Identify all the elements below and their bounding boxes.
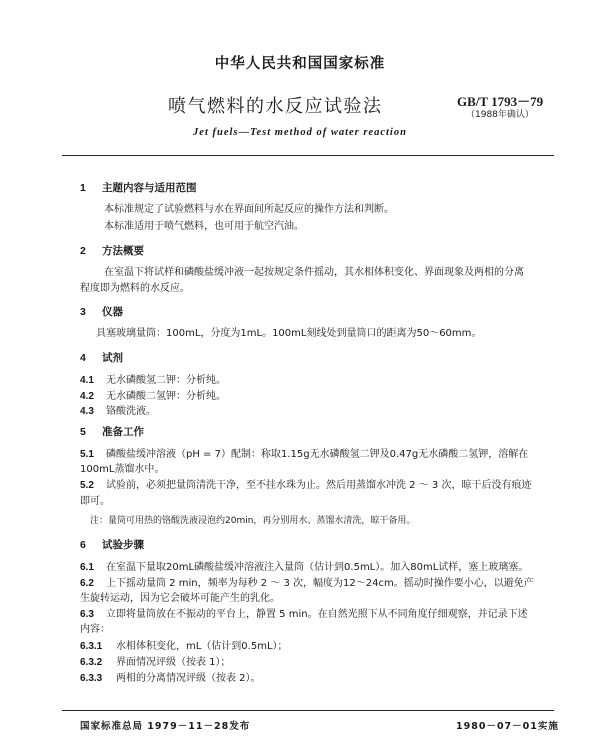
list-item xyxy=(80,479,531,493)
reaffirmation-note: （1988年确认） xyxy=(466,110,534,120)
list-item xyxy=(80,640,288,654)
item-text: 磷酸盐缓冲溶液（pH = 7）配制：称取1.15g无水磷酸氢二钾及0.47g无水磷酸二氢钾，溶解在 xyxy=(106,449,529,460)
section-title: 准备工作 xyxy=(102,426,144,438)
standard-category-title: 中华人民共和国国家标准 xyxy=(214,56,386,72)
item-text: 无水磷酸氢二钾：分析纯。 xyxy=(106,375,226,386)
effective-date: 1980－07－01实施 xyxy=(456,721,559,732)
item-text: 铬酸洗液。 xyxy=(106,406,156,417)
paragraph-continuation: 即可。 xyxy=(80,496,110,507)
item-number: 5.2 xyxy=(80,480,94,491)
item-number: 6.2 xyxy=(80,578,94,589)
section-6-heading xyxy=(80,538,144,552)
item-text: 水相体积变化，mL（估计到0.5mL）； xyxy=(116,641,288,652)
item-text: 界面情况评级（按表 1）； xyxy=(116,657,231,668)
list-item xyxy=(80,374,226,388)
section-title: 主题内容与适用范围 xyxy=(102,182,197,194)
list-item xyxy=(80,608,528,622)
paragraph-continuation: 100mL蒸馏水中。 xyxy=(80,464,165,475)
section-title: 试剂 xyxy=(102,352,123,364)
item-number: 4.3 xyxy=(80,406,94,417)
list-item xyxy=(80,448,528,462)
issue-date: 国家标准总局 1979－11－28发布 xyxy=(80,721,251,732)
section-title: 仪器 xyxy=(102,306,123,318)
standard-code: GB/T 1793－79 xyxy=(457,94,544,109)
list-item xyxy=(80,672,261,686)
list-item xyxy=(80,390,226,404)
list-item xyxy=(80,577,534,591)
item-number: 5.1 xyxy=(80,449,94,460)
item-text: 在室温下量取20mL磷酸盐缓冲溶液注入量筒（估计到0.5mL）。加入80mL试样，塞上玻璃塞。 xyxy=(106,562,529,573)
item-text: 两相的分离情况评级（按表 2）。 xyxy=(116,673,261,684)
section-title: 方法概要 xyxy=(102,245,144,257)
paragraph-continuation: 程度即为燃料的水反应。 xyxy=(80,283,190,294)
section-number: 6 xyxy=(80,539,86,551)
section-title: 试验步骤 xyxy=(102,539,144,551)
section-number: 3 xyxy=(80,306,86,318)
section-number: 4 xyxy=(80,352,86,364)
paragraph: 本标准适用于喷气燃料，也可用于航空汽油。 xyxy=(104,221,304,232)
item-text: 立即将量筒放在不振动的平台上，静置 5 min。在自然光照下从不同角度仔细观察，并记录下述 xyxy=(106,609,528,620)
section-1-heading xyxy=(80,181,197,195)
list-item xyxy=(80,561,528,575)
paragraph: 本标准规定了试验燃料与水在界面间所起反应的操作方法和判断。 xyxy=(104,204,394,215)
item-number: 6.3.1 xyxy=(80,641,103,652)
note: 注：量筒可用热的铬酸洗液浸泡约20min，再分别用水、蒸馏水清洗，晾干备用。 xyxy=(90,516,416,526)
list-item xyxy=(80,656,231,670)
item-number: 6.3.2 xyxy=(80,657,103,668)
paragraph: 在室温下将试样和磷酸盐缓冲液一起按规定条件摇动，其水相体积变化、界面现象及两相的分离 xyxy=(104,267,524,278)
item-text: 无水磷酸二氢钾：分析纯。 xyxy=(106,391,226,402)
section-2-heading xyxy=(80,244,144,258)
section-number: 1 xyxy=(80,182,86,194)
item-text: 试验前，必须把量筒清洗干净，至不挂水珠为止。然后用蒸馏水冲洗 2 ～ 3 次，晾干后没有痕迹 xyxy=(106,480,532,491)
section-3-heading xyxy=(80,305,123,319)
section-number: 5 xyxy=(80,426,86,438)
section-number: 2 xyxy=(80,245,86,257)
paragraph-continuation: 生旋转运动，因为它会破坏可能产生的乳化。 xyxy=(80,593,280,604)
document-title-zh: 喷气燃料的水反应试验法 xyxy=(168,96,383,117)
item-number: 4.1 xyxy=(80,375,94,386)
paragraph-continuation: 内容： xyxy=(80,624,110,635)
item-text: 上下摇动量筒 2 min，频率为每秒 2 ～ 3 次，幅度为12～24cm。摇动时操作要小心，以避免产 xyxy=(106,578,534,589)
section-4-heading xyxy=(80,351,123,365)
item-number: 6.3 xyxy=(80,609,94,620)
list-item xyxy=(80,405,156,419)
item-number: 4.2 xyxy=(80,391,94,402)
paragraph: 具塞玻璃量筒：100mL，分度为1mL。100mL刻线处到量筒口的距离为50～60mm。 xyxy=(96,328,482,339)
footer-divider xyxy=(62,710,554,711)
section-5-heading xyxy=(80,425,144,439)
item-number: 6.3.3 xyxy=(80,673,103,684)
document-title-en: Jet fuels—Test method of water reaction xyxy=(193,127,407,138)
header-divider xyxy=(62,155,554,156)
item-number: 6.1 xyxy=(80,562,94,573)
